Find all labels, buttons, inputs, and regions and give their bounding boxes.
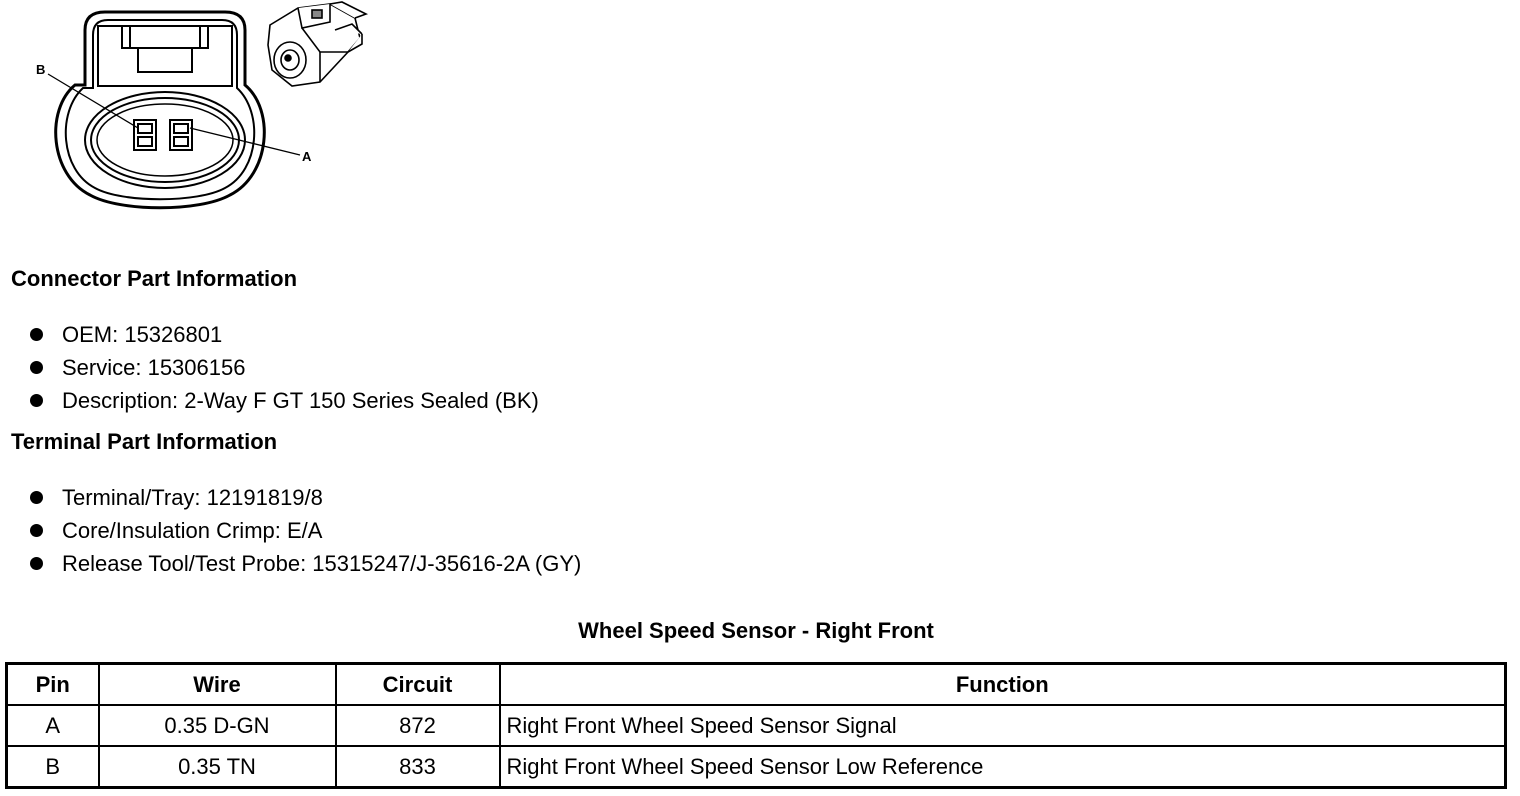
cell-circuit: 872 [336, 705, 500, 746]
terminal-part-info-heading: Terminal Part Information [11, 429, 278, 454]
bullet-icon [30, 394, 43, 407]
connector-part-info-heading: Connector Part Information [11, 266, 298, 291]
connector-3d-illustration-icon [268, 2, 366, 86]
cell-wire: 0.35 TN [99, 746, 336, 788]
cell-function: Right Front Wheel Speed Sensor Signal [500, 705, 1506, 746]
connector-shell [56, 12, 265, 208]
list-item [30, 318, 539, 351]
bullet-icon [30, 328, 43, 341]
cell-pin: B [7, 746, 99, 788]
cell-wire: 0.35 D-GN [99, 705, 336, 746]
list-item [30, 481, 581, 514]
column-header-wire: Wire [99, 664, 336, 706]
bullet-icon [30, 557, 43, 570]
bullet-icon [30, 361, 43, 374]
list-item [30, 547, 581, 580]
column-header-pin: Pin [7, 664, 99, 706]
pinout-table [5, 662, 1507, 789]
list-item-text: Release Tool/Test Probe: 15315247/J-35616-2A (GY) [62, 551, 582, 576]
list-item [30, 351, 539, 384]
list-item-text: OEM: 15326801 [62, 322, 223, 347]
terminal-part-info-list [30, 481, 581, 580]
connector-part-info-list [30, 318, 539, 417]
callout-label-b: B [36, 62, 46, 77]
list-item-text: Service: 15306156 [62, 355, 246, 380]
terminal-cavity-a [170, 120, 192, 150]
table-row [7, 746, 1506, 788]
terminal-cavity-b [134, 120, 156, 150]
bullet-icon [30, 491, 43, 504]
column-header-circuit: Circuit [336, 664, 500, 706]
table-header-row [7, 664, 1506, 706]
cell-circuit: 833 [336, 746, 500, 788]
list-item-text: Terminal/Tray: 12191819/8 [62, 485, 323, 510]
connector-end-view-diagram [30, 0, 380, 220]
bullet-icon [30, 524, 43, 537]
cell-function: Right Front Wheel Speed Sensor Low Reference [500, 746, 1506, 788]
cell-pin: A [7, 705, 99, 746]
list-item [30, 384, 539, 417]
list-item-text: Description: 2-Way F GT 150 Series Sealed (BK) [62, 388, 539, 413]
table-title: Wheel Speed Sensor - Right Front [578, 618, 934, 643]
table-row [7, 705, 1506, 746]
list-item-text: Core/Insulation Crimp: E/A [62, 518, 323, 543]
callout-label-a: A [302, 149, 312, 164]
column-header-function: Function [500, 664, 1506, 706]
list-item [30, 514, 581, 547]
